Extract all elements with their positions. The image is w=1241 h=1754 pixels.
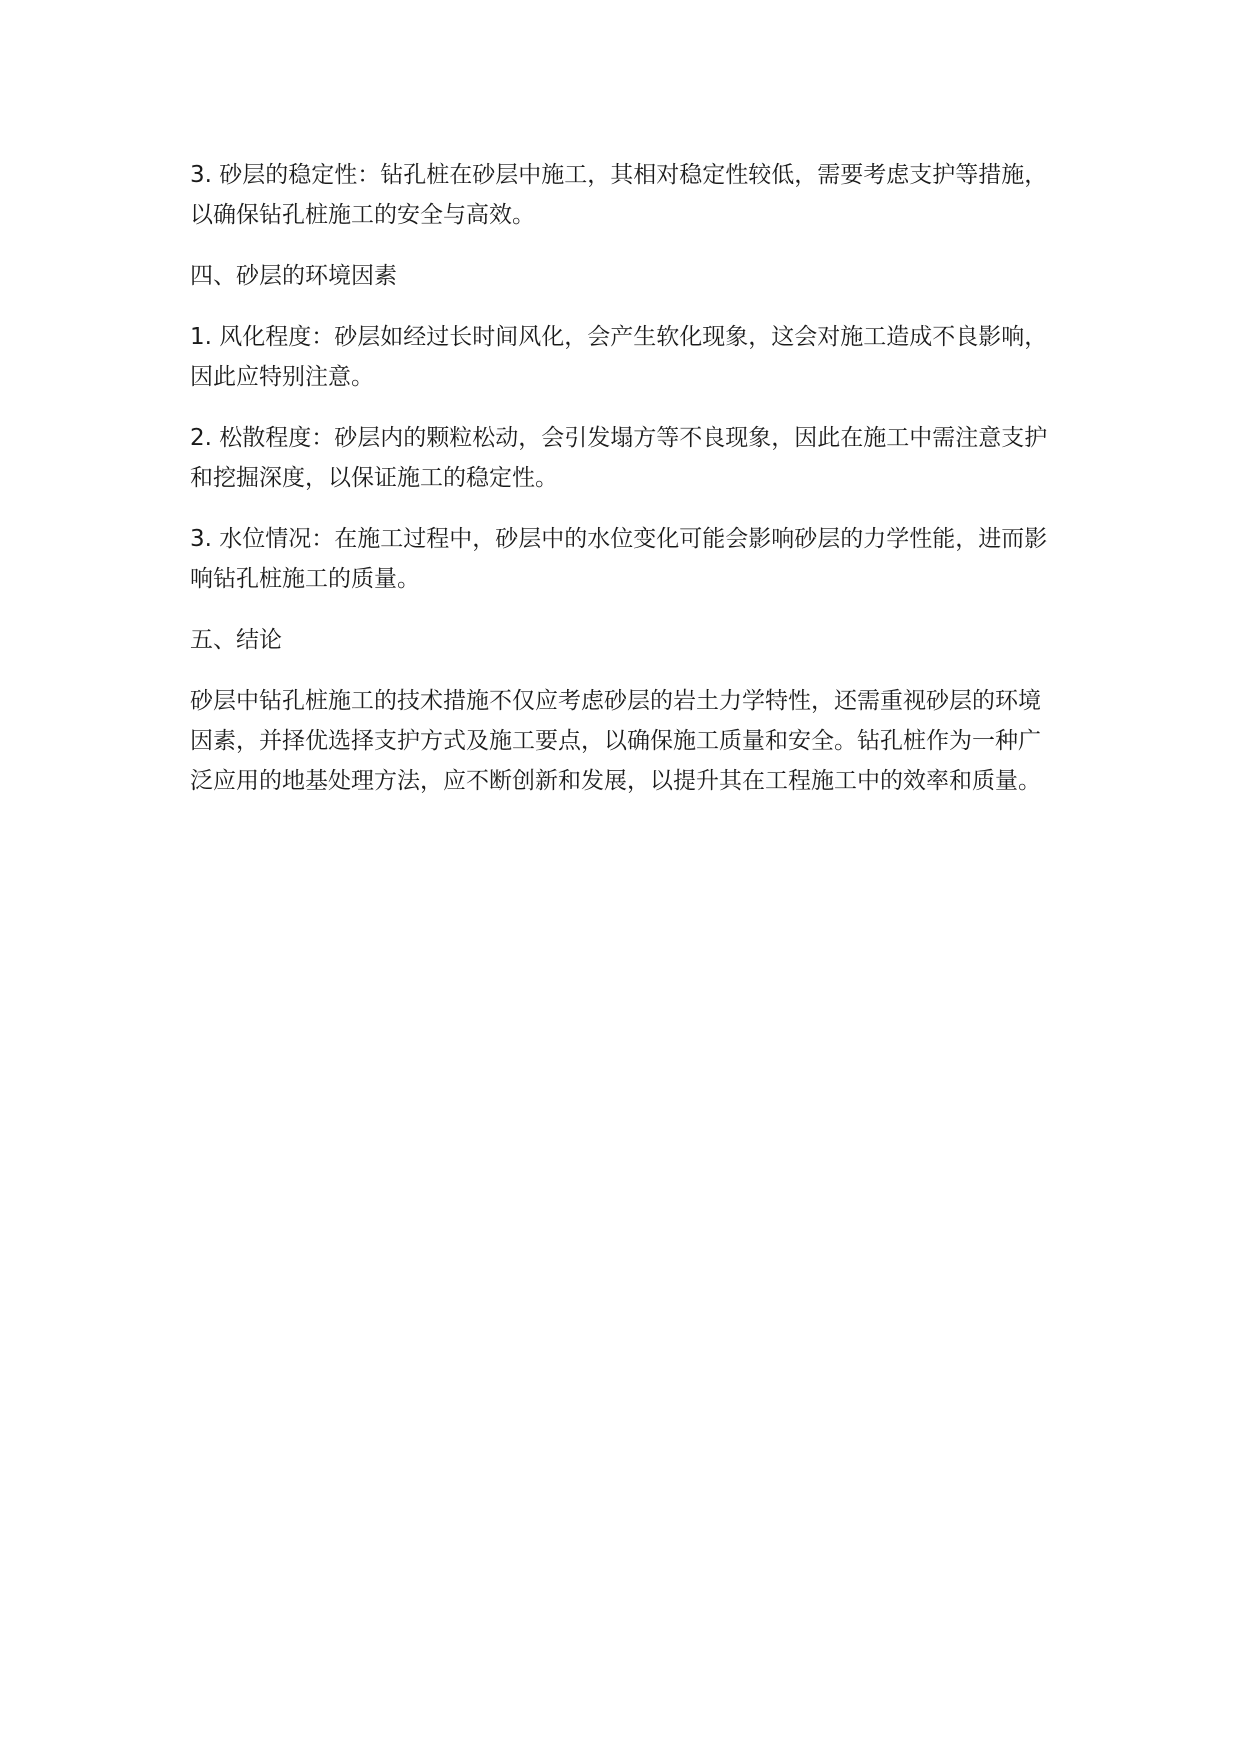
paragraph-conclusion: 砂层中钻孔桩施工的技术措施不仅应考虑砂层的岩土力学特性，还需重视砂层的环境因素，并择优选择支护方式及施工要点，以确保施工质量和安全。钻孔桩作为一种广泛应用的地基处理方法，应不断创新和发展，以提升其在工程施工中的效率和质量。 [190, 688, 1041, 794]
paragraph-weathering: 1. 风化程度：砂层如经过长时间风化，会产生软化现象，这会对施工造成不良影响，因此应特别注意。 [190, 324, 1048, 390]
paragraph-water-level: 3. 水位情况：在施工过程中，砂层中的水位变化可能会影响砂层的力学性能，进而影响钻孔桩施工的质量。 [190, 526, 1048, 592]
paragraph-sand-stability: 3. 砂层的稳定性：钻孔桩在砂层中施工，其相对稳定性较低，需要考虑支护等措施，以确保钻孔桩施工的安全与高效。 [190, 162, 1048, 228]
section-heading-conclusion: 五、结论 [190, 627, 282, 653]
paragraph-looseness: 2. 松散程度：砂层内的颗粒松动，会引发塌方等不良现象，因此在施工中需注意支护和挖掘深度，以保证施工的稳定性。 [190, 425, 1048, 491]
section-heading-environment: 四、砂层的环境因素 [190, 263, 397, 289]
document-body [190, 155, 1060, 822]
